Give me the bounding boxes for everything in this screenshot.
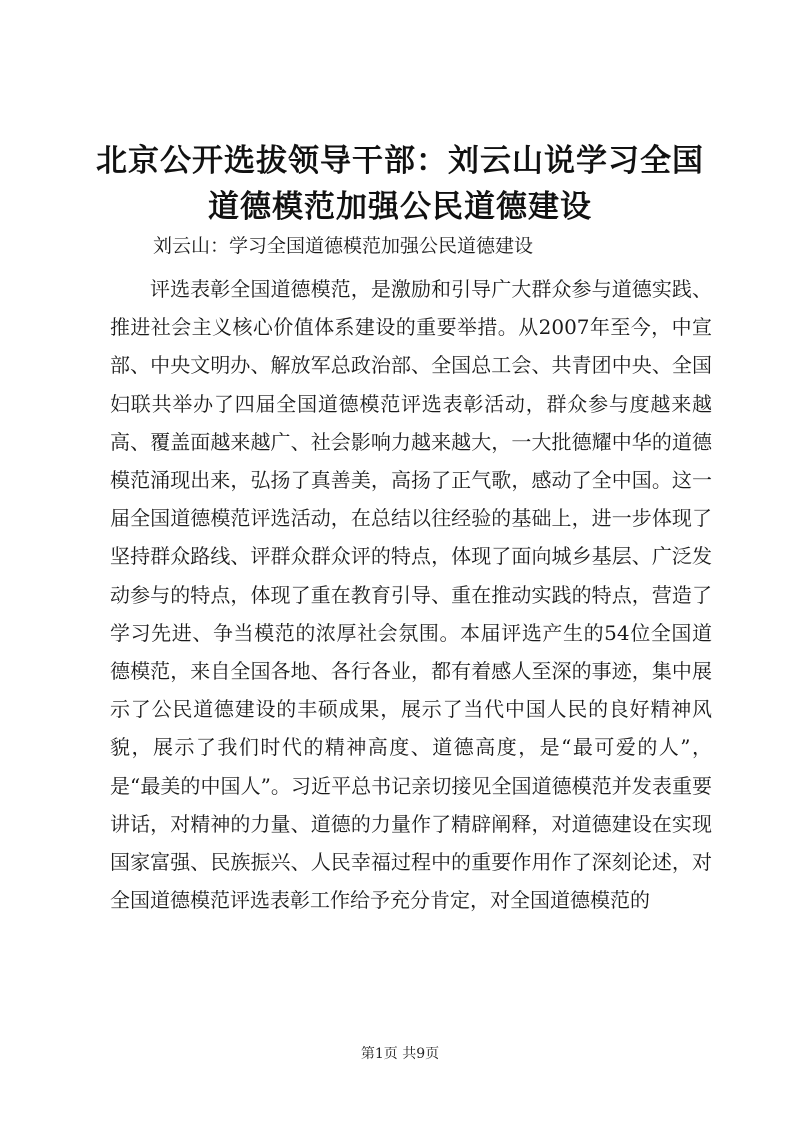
page-number-footer: 第1页 共9页 [360, 1046, 440, 1062]
document-title: 北京公开选拔领导干部：刘云山说学习全国道德模范加强公民道德建设 [96, 143, 704, 225]
document-subtitle: 刘云山：学习全国道德模范加强公民道德建设 [153, 235, 534, 257]
body-paragraph: 评选表彰全国道德模范，是激励和引导广大群众参与道德实践、推进社会主义核心价值体系建设的重要举措。从2007年至今，中宣部、中央文明办、解放军总政治部、全国总工会、共青团中央、全国妇联共举办了四届全国道德模范评选表彰活动，群众参与度越来越高、覆盖面越来越广、社会影响力越来越大，一大批德耀中华的道德模范涌现出来，弘扬了真善美，高扬了正气歌，感动了全中国。这一届全国道德模范评选活动，在总结以往经验的基础上，进一步体现了坚持群众路线、评群众群众评的特点，体现了面向城乡基层、广泛发动参与的特点，体现了重在教育引导、重在推动实践的特点，营造了学习先进、争当模范的浓厚社会氛围。本届评选产生的54位全国道德模范，来自全国各地、各行各业，都有着感人至深的事迹，集中展示了公民道德建设的丰硕成果，展示了当代中国人民的良好精神风貌，展示了我们时代的精神高度、道德高度，是“最可爱的人”，是“最美的中国人”。习近平总书记亲切接见全国道德模范并发表重要讲话，对精神的力量、道德的力量作了精辟阐释，对道德建设在实现国家富强、民族振兴、人民幸福过程中的重要作用作了深刻论述，对全国道德模范评选表彰工作给予充分肯定，对全国道德模范的 [110, 277, 712, 913]
